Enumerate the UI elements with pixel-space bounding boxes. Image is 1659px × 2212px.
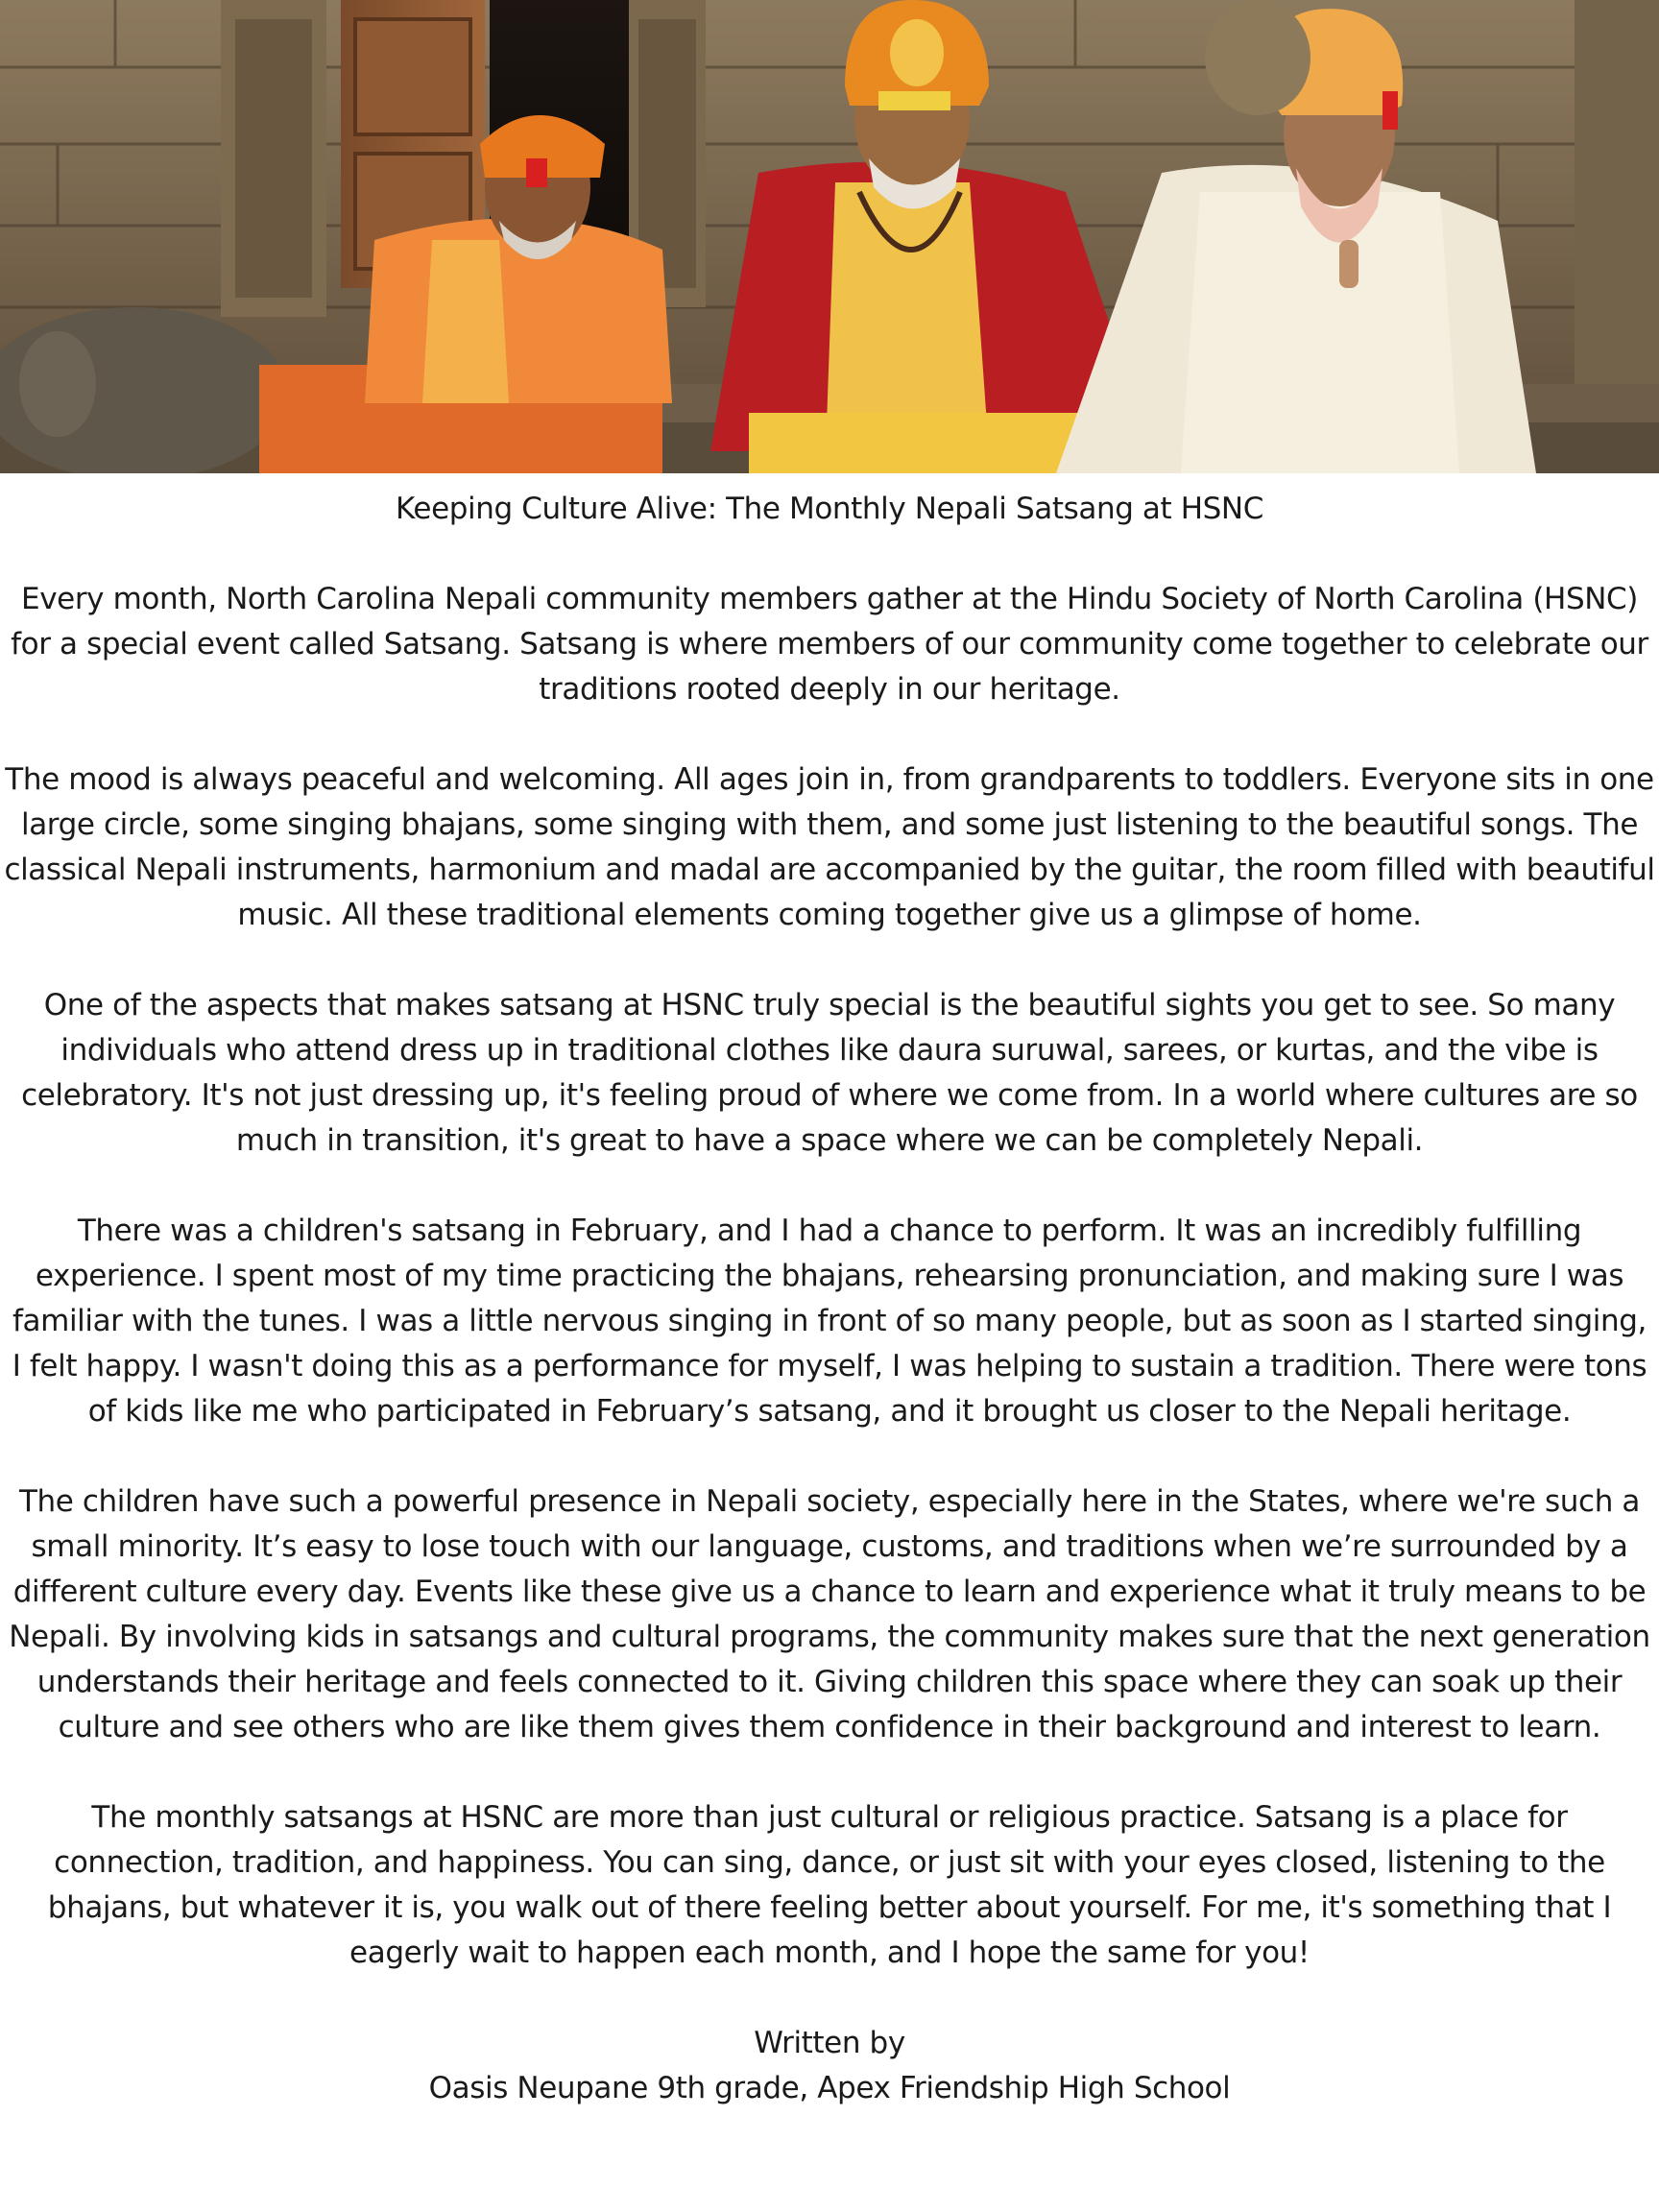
- article-paragraph-3: One of the aspects that makes satsang at HSNC truly special is the beautiful sights you get to see. So many individuals who attend dress up in traditional clothes like daura suruwal, sarees, or kurtas, and the vibe is celebratory. It's not just dressing up, it's feeling proud of where we come from. In a world where cultures are so much in transition, it's great to have a space where we can be completely Nepali.: [21, 988, 1638, 1158]
- article-paragraph-4: There was a children's satsang in February, and I had a chance to perform. It was an incredibly fulfilling experience. I spent most of my time practicing the bhajans, rehearsing pronunciation, and making sure I was familiar with the tunes. I was a little nervous singing in front of so many people, but as soon as I started singing, I felt happy. I wasn't doing this as a performance for myself, I was helping to sustain a tradition. There were tons of kids like me who participated in February’s satsang, and it brought us closer to the Nepali heritage.: [12, 1214, 1647, 1429]
- hero-photo: [0, 0, 1659, 473]
- article-paragraph-2: The mood is always peaceful and welcoming. All ages join in, from grandparents to toddlers. Everyone sits in one large circle, some singing bhajans, some singing with them, and some just listening to the beautiful songs. The classical Nepali instruments, harmonium and madal are accompanied by the guitar, the room filled with beautiful music. All these traditional elements coming together give us a glimpse of home.: [4, 762, 1655, 932]
- article: [0, 473, 1659, 2111]
- article-paragraph-5: The children have such a powerful presence in Nepali society, especially here in the States, where we're such a small minority. It’s easy to lose touch with our language, customs, and traditions when we’re surrounded by a different culture every day. Events like these give us a chance to learn and experience what it truly means to be Nepali. By involving kids in satsangs and cultural programs, the community makes sure that the next generation understands their heritage and feels connected to it. Giving children this space where they can soak up their culture and see others who are like them gives them confidence in their background and interest to learn.: [9, 1484, 1650, 1744]
- article-paragraph-6: The monthly satsangs at HSNC are more than just cultural or religious practice. Satsang is a place for connection, tradition, and happiness. You can sing, dance, or just sit with your eyes closed, listening to the bhajans, but whatever it is, you walk out of there feeling better about yourself. For me, it's something that I eagerly wait to happen each month, and I hope the same for you!: [47, 1800, 1612, 1970]
- article-title: Keeping Culture Alive: The Monthly Nepali Satsang at HSNC: [396, 492, 1263, 526]
- three-sadhus-illustration: [0, 0, 1659, 473]
- author-name: Oasis Neupane 9th grade, Apex Friendship High School: [428, 2071, 1231, 2105]
- article-paragraph-1: Every month, North Carolina Nepali community members gather at the Hindu Society of North Carolina (HSNC) for a special event called Satsang. Satsang is where members of our community come together to celebrate our traditions rooted deeply in our heritage.: [11, 582, 1648, 707]
- byline-label: Written by: [754, 2026, 905, 2060]
- byline: [4, 2021, 1655, 2111]
